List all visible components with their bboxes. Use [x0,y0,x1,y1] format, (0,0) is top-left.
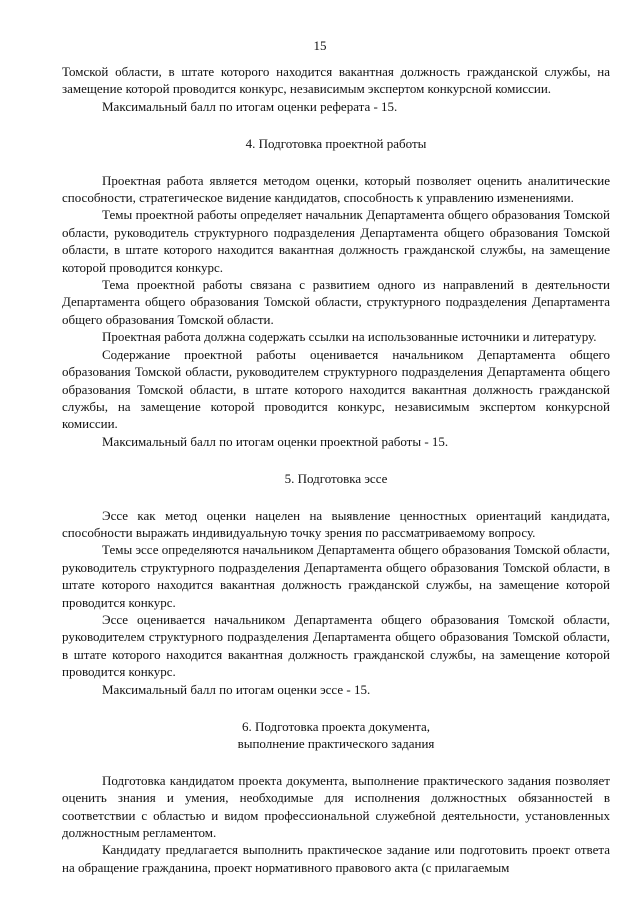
section-5-paragraph: Темы эссе определяются начальником Департамента общего образования Томской области, руководитель структурного подразделения Департамента общего образования Томской области, в штате которого находится вакантная должность гражданской службы, на замещение которой проводится конкурс. [62,542,610,610]
continuation-paragraph: Томской области, в штате которого находится вакантная должность гражданской службы, на замещение которой проводится конкурс, независимым экспертом конкурсной комиссии. [62,64,610,97]
section-5-max-score: Максимальный балл по итогам оценки эссе - 15. [102,681,371,697]
section-6-heading-line-1: 6. Подготовка проекта документа, [241,719,431,734]
document-body [62,63,610,876]
section-6-paragraph: Подготовка кандидатом проекта документа, выполнение практического задания позволяет оценить знания и умения, необходимые для исполнения должностных обязанностей в соответствии с областью и видом профессиональной служебной деятельности, установленных должностным регламентом. [62,772,610,841]
section-4-paragraph: Проектная работа является методом оценки, который позволяет оценить аналитические способности, стратегическое видение кандидатов, способность к управлению изменениями. [62,172,610,206]
section-4-paragraph: Проектная работа должна содержать ссылки на использованные источники и литературу. [102,329,597,345]
section-6-paragraph: Кандидату предлагается выполнить практическое задание или подготовить проект ответа на обращение гражданина, проект нормативного правового акта (с прилагаемым [62,842,610,875]
section-5-paragraph: Эссе как метод оценки нацелен на выявление ценностных ориентаций кандидата, способности выражать индивидуальную точку зрения по рассматриваемому вопросу. [62,507,610,540]
section-6-heading-line-2: выполнение практического задания [237,736,435,752]
section-4-paragraph: Темы проектной работы определяет начальник Департамента общего образования Томской области, руководитель структурного подразделения Департамента общего образования Томской области, в штате которого находится вакантная должность гражданской службы, на замещение которой проводится конкурс. [62,207,610,275]
section-5-heading: 5. Подготовка эссе [284,471,388,487]
section-4-heading: 4. Подготовка проектной работы [245,136,427,152]
section-5-paragraph: Эссе оценивается начальником Департамента общего образования Томской области, руководителем структурного подразделения Департамента общего образования Томской области, в штате которого находится вакантная должность гражданской службы, на замещение которой проводится конкурс. [62,611,610,680]
section-4-paragraph: Тема проектной работы связана с развитием одного из направлений в деятельности Департамента общего образования Томской области, структурного подразделения Департамента общего образования Томской области. [62,277,610,327]
section-4-max-score: Максимальный балл по итогам оценки проектной работы - 15. [102,433,449,449]
section-4-paragraph: Содержание проектной работы оценивается начальником Департамента общего образования Томской области, руководителем структурного подразделения Департамента общего образования Томской области, в штате которого находится вакантная должность гражданской службы, на замещение которой проводится конкурс, независимым экспертом конкурсной комиссии. [62,346,610,432]
essay-report-max-score: Максимальный балл по итогам оценки реферата - 15. [102,98,398,114]
page-number: 15 [313,38,327,53]
